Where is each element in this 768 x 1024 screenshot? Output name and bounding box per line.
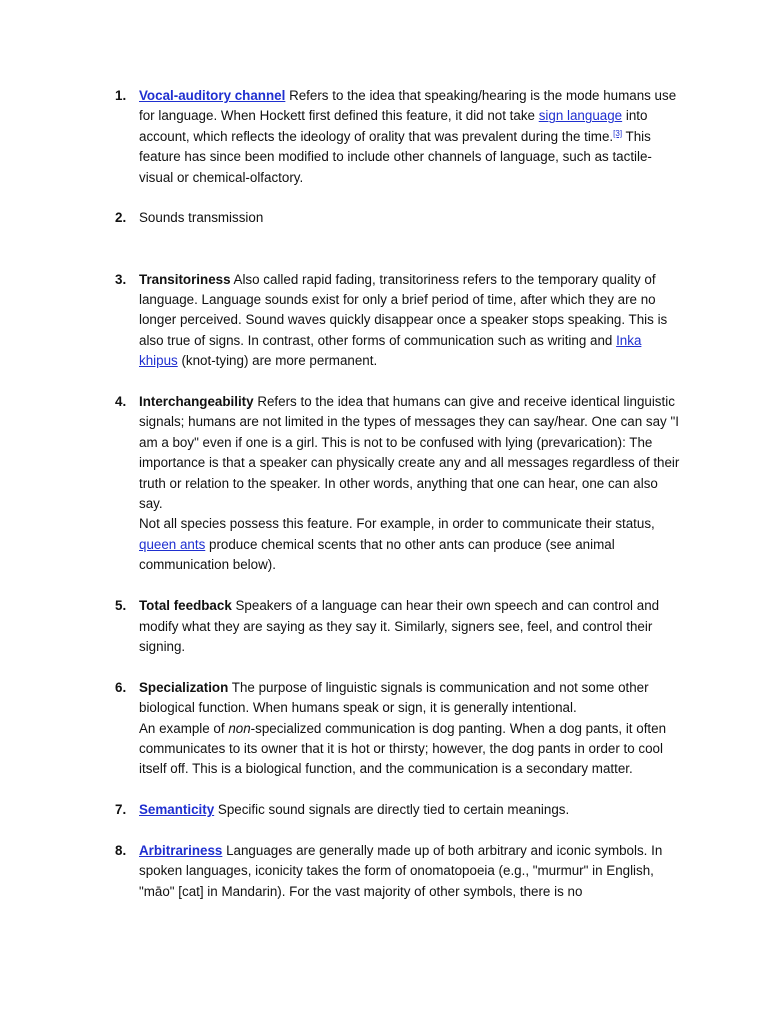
list-item-specialization [115, 678, 680, 780]
item-text: An example of [139, 720, 229, 736]
item-text: Also called rapid fading, transitoriness refers to the temporary quality of language. Language sounds exist for only a brief period of time, after which they are no longer perceived. Sound waves quickly disappear once a speaker stops speaking. This is also true of signs. In contrast, other forms of communication such as writing and [139, 271, 668, 348]
list-number: 2. [115, 210, 127, 226]
item-text: Refers to the idea that humans can give and receive identical linguistic signals; humans are not limited in the types of messages they can say/hear. One can say "I am a boy" even if one is a girl. This is not to be confused with lying (prevarication): The importance is that a speaker can physically create any and all messages regardless of their truth or relation to the speaker. In other words, anything that one can hear, one can also say. [139, 394, 680, 512]
list-number: 7. [115, 802, 127, 818]
item-paragraph [139, 719, 680, 780]
item-text: Speakers of a language can hear their own speech and can control and modify what they are saying as they say it. Similarly, signers see, feel, and control their signing. [139, 598, 660, 654]
inka-khipus-link[interactable]: Inka khipus [139, 332, 642, 369]
design-features-list [115, 86, 680, 923]
list-item-interchangeability [115, 392, 680, 576]
list-number: 1. [115, 88, 127, 103]
item-term: Transitoriness [139, 271, 231, 287]
list-item-total-feedback [115, 596, 680, 657]
item-text: into account, which reflects the ideology of orality that was prevalent during the time. [139, 108, 648, 144]
list-item-sounds-transmission [115, 208, 680, 228]
semanticity-link[interactable]: Semanticity [139, 802, 215, 818]
item-text: This feature has since been modified to include other channels of language, such as tactile-visual or chemical-olfactory. [139, 128, 652, 185]
item-text: -specialized communication is dog panting. When a dog pants, it often communicates to its owner that it is hot or thirsty; however, the dog pants in order to cool itself off. This is a biological function, and the communication is a secondary matter. [139, 720, 667, 777]
list-number: 8. [115, 842, 127, 858]
list-number: 3. [115, 271, 127, 287]
item-text: Languages are generally made up of both arbitrary and iconic symbols. In spoken languages, iconicity takes the form of onomatopoeia (e.g., "murmur" in English, "māo" [cat] in Mandarin). For the vast majority of other symbols, there is no [139, 842, 663, 899]
citation-link[interactable]: [3] [613, 128, 623, 138]
item-text: Not all species possess this feature. For example, in order to communicate their status, [139, 516, 655, 532]
emphasis-text: non [228, 720, 251, 736]
sign-language-link[interactable]: sign language [538, 108, 623, 124]
item-paragraph [139, 514, 680, 575]
item-text: The purpose of linguistic signals is communication and not some other biological function. When humans speak or sign, it is generally intentional. [139, 679, 649, 716]
item-text: (knot-tying) are more permanent. [177, 353, 378, 369]
list-item-arbitrariness [115, 841, 680, 902]
item-term: Total feedback [139, 598, 232, 614]
queen-ants-link[interactable]: queen ants [139, 536, 206, 552]
list-item-transitoriness [115, 270, 680, 372]
vocal-auditory-channel-link[interactable]: Vocal-auditory channel [139, 88, 286, 103]
list-number: 6. [115, 679, 127, 695]
item-text: Sounds transmission [139, 210, 264, 226]
list-item-semanticity [115, 800, 680, 820]
item-text: Refers to the idea that speaking/hearing is the mode humans use for language. When Hockett first defined this feature, it did not take [139, 88, 677, 124]
item-text: Specific sound signals are directly tied to certain meanings. [214, 802, 570, 818]
item-term: Specialization [139, 679, 229, 695]
list-item-vocal-auditory-channel [115, 86, 680, 188]
arbitrariness-link[interactable]: Arbitrariness [139, 842, 223, 858]
item-term: Interchangeability [139, 394, 254, 410]
list-number: 4. [115, 394, 127, 410]
list-number: 5. [115, 598, 127, 614]
item-text: produce chemical scents that no other ants can produce (see animal communication below). [139, 536, 615, 573]
